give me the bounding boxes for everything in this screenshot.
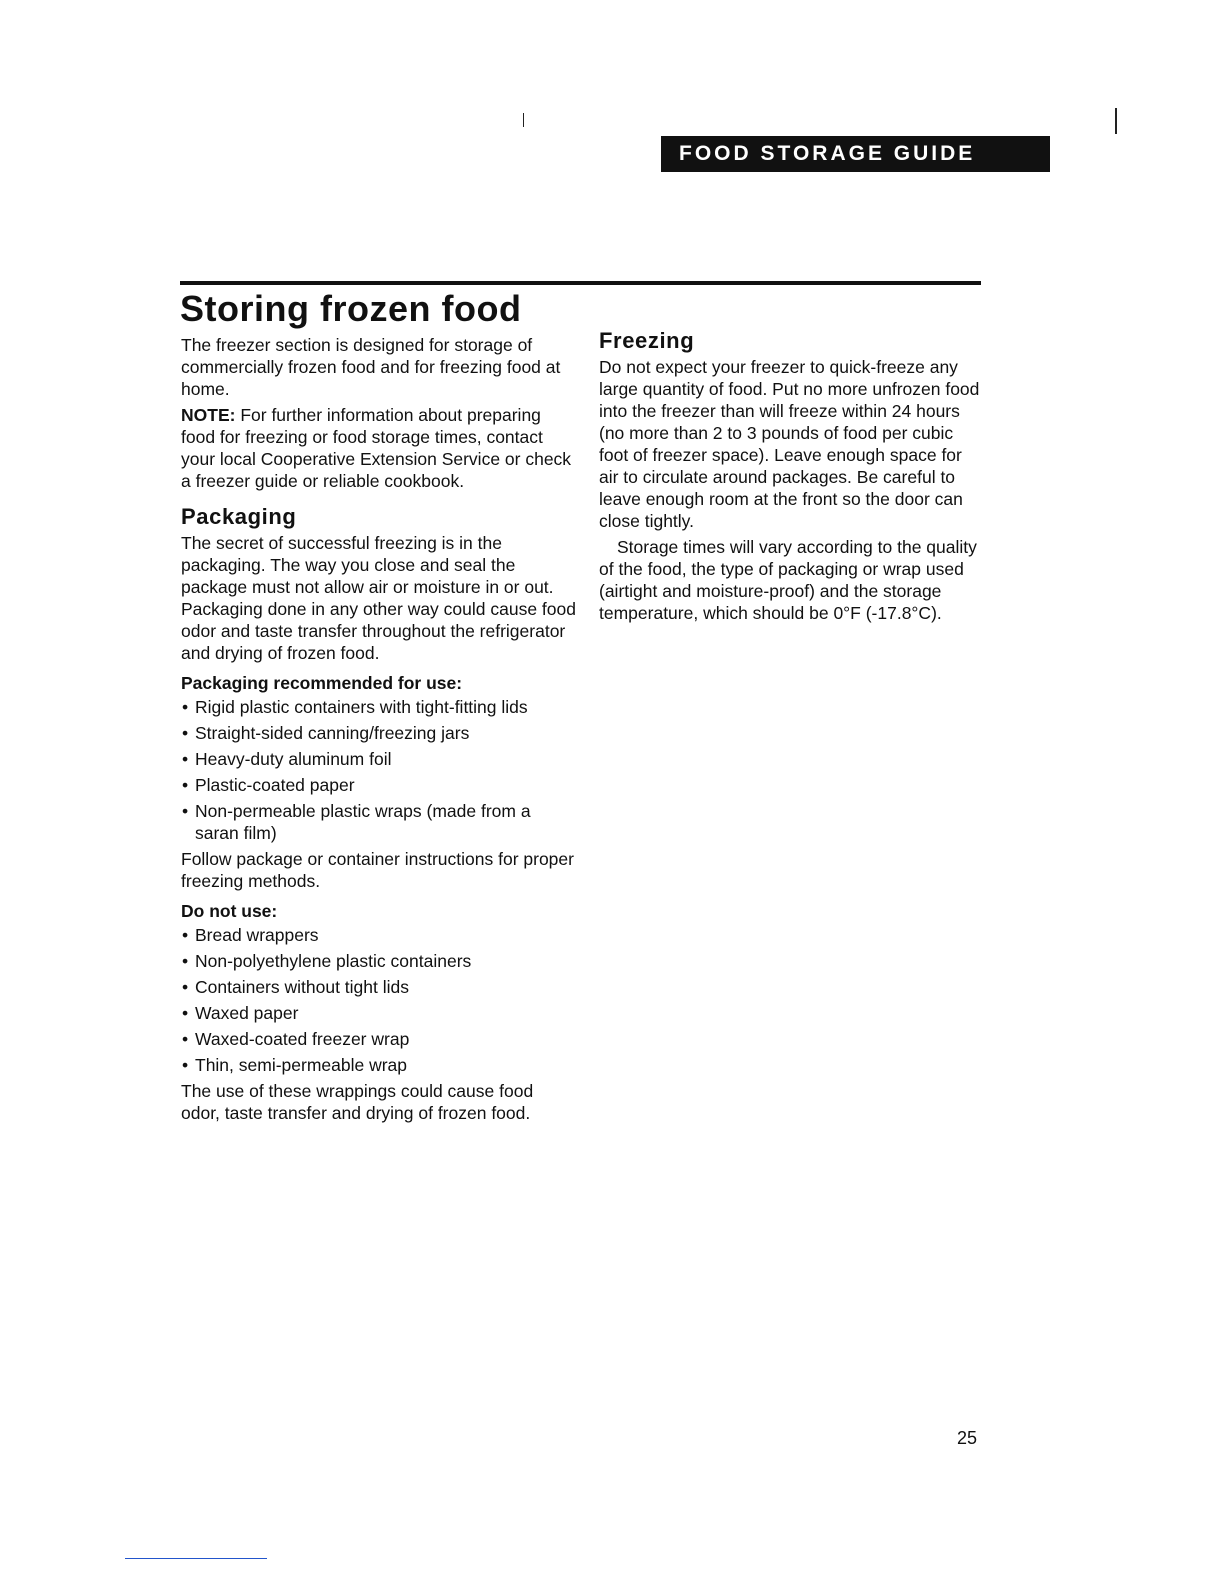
freezing-paragraph-1: Do not expect your freezer to quick-freeze any large quantity of food. Put no more unfrozen food into the freezer than will freeze within 24 hours (no more than 2 to 3 pounds of food per cubic foot of freezer space). Leave enough space for air to circulate around packages. Be careful to leave enough room at the front so the door can close tightly. bbox=[599, 357, 980, 531]
list-item: • Waxed-coated freezer wrap bbox=[181, 1028, 576, 1050]
note-paragraph bbox=[181, 404, 576, 492]
section-banner: FOOD STORAGE GUIDE bbox=[661, 136, 1050, 172]
donot-list bbox=[181, 924, 576, 1076]
list-item: • Non-polyethylene plastic containers bbox=[181, 950, 576, 972]
list-item: • Waxed paper bbox=[181, 1002, 576, 1024]
list-item: • Non-permeable plastic wraps (made from a saran film) bbox=[181, 800, 576, 844]
page-number: 25 bbox=[957, 1428, 978, 1448]
freezing-heading: Freezing bbox=[599, 328, 695, 353]
list-item: • Bread wrappers bbox=[181, 924, 576, 946]
right-column bbox=[599, 330, 984, 628]
note-text: For further information about preparing food for freezing or food storage times, contact your local Cooperative Extension Service or check a freezer guide or reliable cookbook. bbox=[181, 405, 572, 491]
intro-paragraph: The freezer section is designed for storage of commercially frozen food and for freezing food at home. bbox=[181, 335, 561, 399]
note-label: NOTE: bbox=[181, 405, 236, 425]
scan-mark bbox=[1115, 108, 1117, 134]
list-item: • Plastic-coated paper bbox=[181, 774, 576, 796]
closing-paragraph: The use of these wrappings could cause food odor, taste transfer and drying of frozen food. bbox=[181, 1081, 534, 1123]
title-rule bbox=[180, 281, 981, 285]
list-item: • Rigid plastic containers with tight-fitting lids bbox=[181, 696, 576, 718]
page-title: Storing frozen food bbox=[180, 288, 522, 329]
recommended-heading: Packaging recommended for use: bbox=[181, 673, 463, 693]
packaging-heading: Packaging bbox=[181, 504, 297, 529]
recommended-list bbox=[181, 696, 576, 844]
list-item: • Heavy-duty aluminum foil bbox=[181, 748, 576, 770]
list-item: • Straight-sided canning/freezing jars bbox=[181, 722, 576, 744]
list-item: • Thin, semi-permeable wrap bbox=[181, 1054, 576, 1076]
freezing-paragraph-2: Storage times will vary according to the quality of the food, the type of packaging or wrap used (airtight and moisture-proof) and the storage temperature, which should be 0°F (-17.8°C). bbox=[599, 537, 977, 623]
follow-instructions: Follow package or container instructions for proper freezing methods. bbox=[181, 849, 574, 891]
packaging-body: The secret of successful freezing is in the packaging. The way you close and seal the package must not allow air or moisture in or out. Packaging done in any other way could cause food odor and taste transfer throughout the refrigerator and drying of frozen food. bbox=[181, 533, 576, 663]
scan-mark bbox=[523, 113, 524, 127]
footer-line bbox=[125, 1558, 267, 1559]
donot-heading: Do not use: bbox=[181, 901, 278, 921]
list-item: • Containers without tight lids bbox=[181, 976, 576, 998]
left-column bbox=[181, 334, 576, 1128]
